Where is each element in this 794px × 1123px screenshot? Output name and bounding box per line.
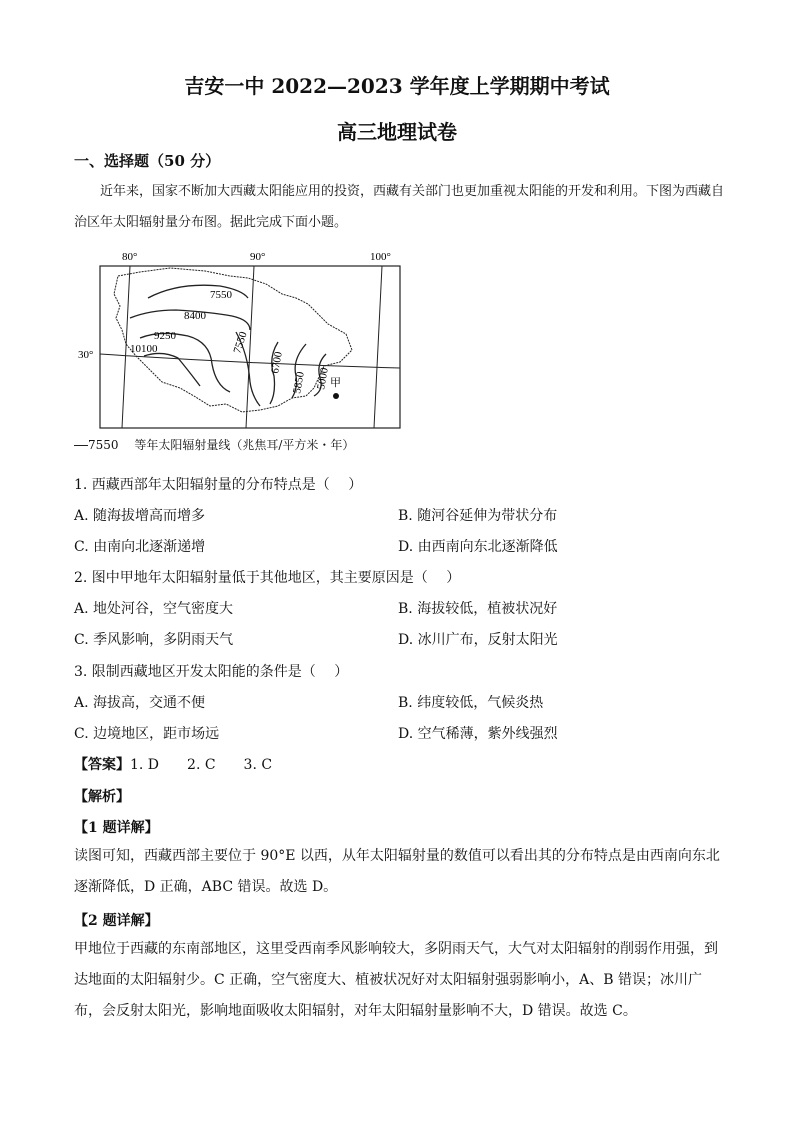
q2-option-a: A. 地处河谷，空气密度大 [74,601,234,617]
exam-title: 吉安一中 2022—2023 学年度上学期期中考试 [184,74,610,98]
q1-option-d: D. 由西南向东北逐渐降低 [398,539,558,555]
tibet-radiation-map [70,246,410,454]
isoline-label-9250: 9250 [154,330,176,342]
intro-paragraph: 近年来，国家不断加大西藏太阳能应用的投资，西藏有关部门也更加重视太阳能的开发和利用。下图为西藏自治区年太阳辐射量分布图。据此完成下面小题。 [74,184,725,230]
answer-value: 1. D 2. C 3. C [130,757,273,773]
q1-option-c: C. 由南向北逐渐递增 [74,539,206,555]
isoline-label-5000: 5000 [315,366,331,391]
question-2-stem: 2. 图中甲地年太阳辐射量低于其他地区，其主要原因是（ ） [74,570,461,586]
question-1-stem: 1. 西藏西部年太阳辐射量的分布特点是（ ） [74,477,363,493]
q3-option-d: D. 空气稀薄，紫外线强烈 [398,726,558,742]
q3-option-a: A. 海拔高，交通不便 [74,695,206,711]
lon-label-80: 80° [122,251,138,263]
isoline-label-10100: 10100 [130,343,158,355]
meridian-90 [246,266,254,428]
exam-subtitle: 高三地理试卷 [337,120,457,144]
lon-label-100: 100° [370,251,391,263]
question-3-stem: 3. 限制西藏地区开发太阳能的条件是（ ） [74,664,349,680]
q1-option-a: A. 随海拔增高而增多 [74,508,206,524]
answer-line [74,754,272,774]
isoline-label-7550-a: 7550 [210,289,232,301]
q2-detail-text: 甲地位于西藏的东南部地区，这里受西南季风影响较大，多阴雨天气，大气对太阳辐射的削弱作用强，到达地面的太阳辐射少。C 正确，空气密度大、植被状况好对太阳辐射强弱影响小，A、B 错误；冰川广布，会反射太阳光，影响地面吸收太阳辐射，对年太阳辐射量影响不大，D 错误。故选 C。 [74,941,718,1019]
isoline-label-6700: 6700 [269,350,285,375]
q3-option-b: B. 纬度较低，气候炎热 [398,695,544,711]
isoline-label-5850: 5850 [291,370,307,395]
map-svg [70,246,410,454]
legend-text: 等年太阳辐射量线（兆焦耳/平方米・年） [134,438,355,452]
q1-option-b: B. 随河谷延伸为带状分布 [398,508,558,524]
q2-option-b: B. 海拔较低，植被状况好 [398,601,558,617]
legend-sample-value: 7550 [88,438,119,452]
point-jia-label: 甲 [330,377,341,389]
isoline-7550-north [148,285,248,298]
section-heading: 一、选择题（50 分） [74,152,221,170]
lat-label-30: 30° [78,349,94,361]
legend-line-icon [74,445,88,446]
isoline-label-8400: 8400 [184,310,206,322]
meridian-100 [374,266,382,428]
point-jia-marker [333,393,339,399]
q2-option-d: D. 冰川广布，反射太阳光 [398,632,558,648]
q2-detail-label: 【2 题详解】 [74,913,159,929]
analysis-label: 【解析】 [74,789,130,805]
answer-label: 【答案】 [74,757,130,773]
isoline-label-7550-b: 7550 [231,330,250,355]
q2-option-c: C. 季风影响，多阴雨天气 [74,632,234,648]
q3-option-c: C. 边境地区，距市场远 [74,726,220,742]
q1-detail-label: 【1 题详解】 [74,820,159,836]
lon-label-90: 90° [250,251,266,263]
map-legend [74,436,354,453]
q1-detail-text: 读图可知，西藏西部主要位于 90°E 以西，从年太阳辐射量的数值可以看出其的分布特点是由西南向东北逐渐降低，D 正确，ABC 错误。故选 D。 [74,848,720,895]
